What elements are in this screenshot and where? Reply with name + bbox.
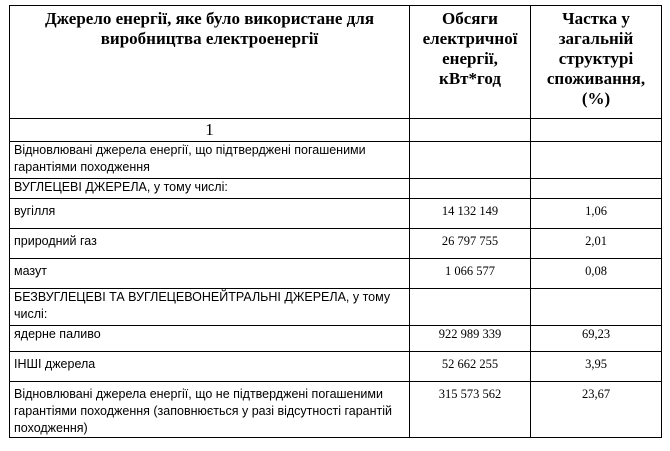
row-volume: 14 132 149	[410, 199, 531, 229]
column-number	[410, 119, 531, 142]
row-label: вугілля	[10, 199, 410, 229]
row-share	[531, 179, 662, 199]
row-share	[531, 289, 662, 326]
row-label: БЕЗВУГЛЕЦЕВІ ТА ВУГЛЕЦЕВОНЕЙТРАЛЬНІ ДЖЕРЕЛА, у тому числі:	[10, 289, 410, 326]
table-row	[10, 142, 662, 179]
table-row	[10, 289, 662, 326]
table-row	[10, 382, 662, 438]
row-share: 69,23	[531, 326, 662, 352]
column-number: 1	[10, 119, 410, 142]
row-share: 2,01	[531, 229, 662, 259]
table-row	[10, 229, 662, 259]
column-number	[531, 119, 662, 142]
table-row	[10, 179, 662, 199]
header-volume: Обсяги електричної енергії, кВт*год	[410, 6, 531, 119]
row-label: Відновлювані джерела енергії, що підтверджені погашеними гарантіями походження	[10, 142, 410, 179]
row-share: 0,08	[531, 259, 662, 289]
row-label: природний газ	[10, 229, 410, 259]
energy-sources-table	[9, 5, 662, 438]
row-share	[531, 142, 662, 179]
row-label: ВУГЛЕЦЕВІ ДЖЕРЕЛА, у тому числі:	[10, 179, 410, 199]
column-number-row	[10, 119, 662, 142]
row-volume: 52 662 255	[410, 352, 531, 382]
row-share: 23,67	[531, 382, 662, 438]
header-share: Частка у загальній структурі споживання, (%)	[531, 6, 662, 119]
table-row	[10, 199, 662, 229]
row-volume: 315 573 562	[410, 382, 531, 438]
header-row	[10, 6, 662, 119]
row-label: ядерне паливо	[10, 326, 410, 352]
row-volume: 922 989 339	[410, 326, 531, 352]
table-row	[10, 259, 662, 289]
table-row	[10, 326, 662, 352]
row-volume: 1 066 577	[410, 259, 531, 289]
row-label: ІНШІ джерела	[10, 352, 410, 382]
row-volume	[410, 289, 531, 326]
header-source: Джерело енергії, яке було використане для виробництва електроенергії	[10, 6, 410, 119]
table-row	[10, 352, 662, 382]
row-label: мазут	[10, 259, 410, 289]
row-volume	[410, 179, 531, 199]
row-share: 3,95	[531, 352, 662, 382]
row-volume: 26 797 755	[410, 229, 531, 259]
row-share: 1,06	[531, 199, 662, 229]
row-label: Відновлювані джерела енергії, що не підтверджені погашеними гарантіями походження (заповнюється у разі відсутності гарантій походження)	[10, 382, 410, 438]
row-volume	[410, 142, 531, 179]
